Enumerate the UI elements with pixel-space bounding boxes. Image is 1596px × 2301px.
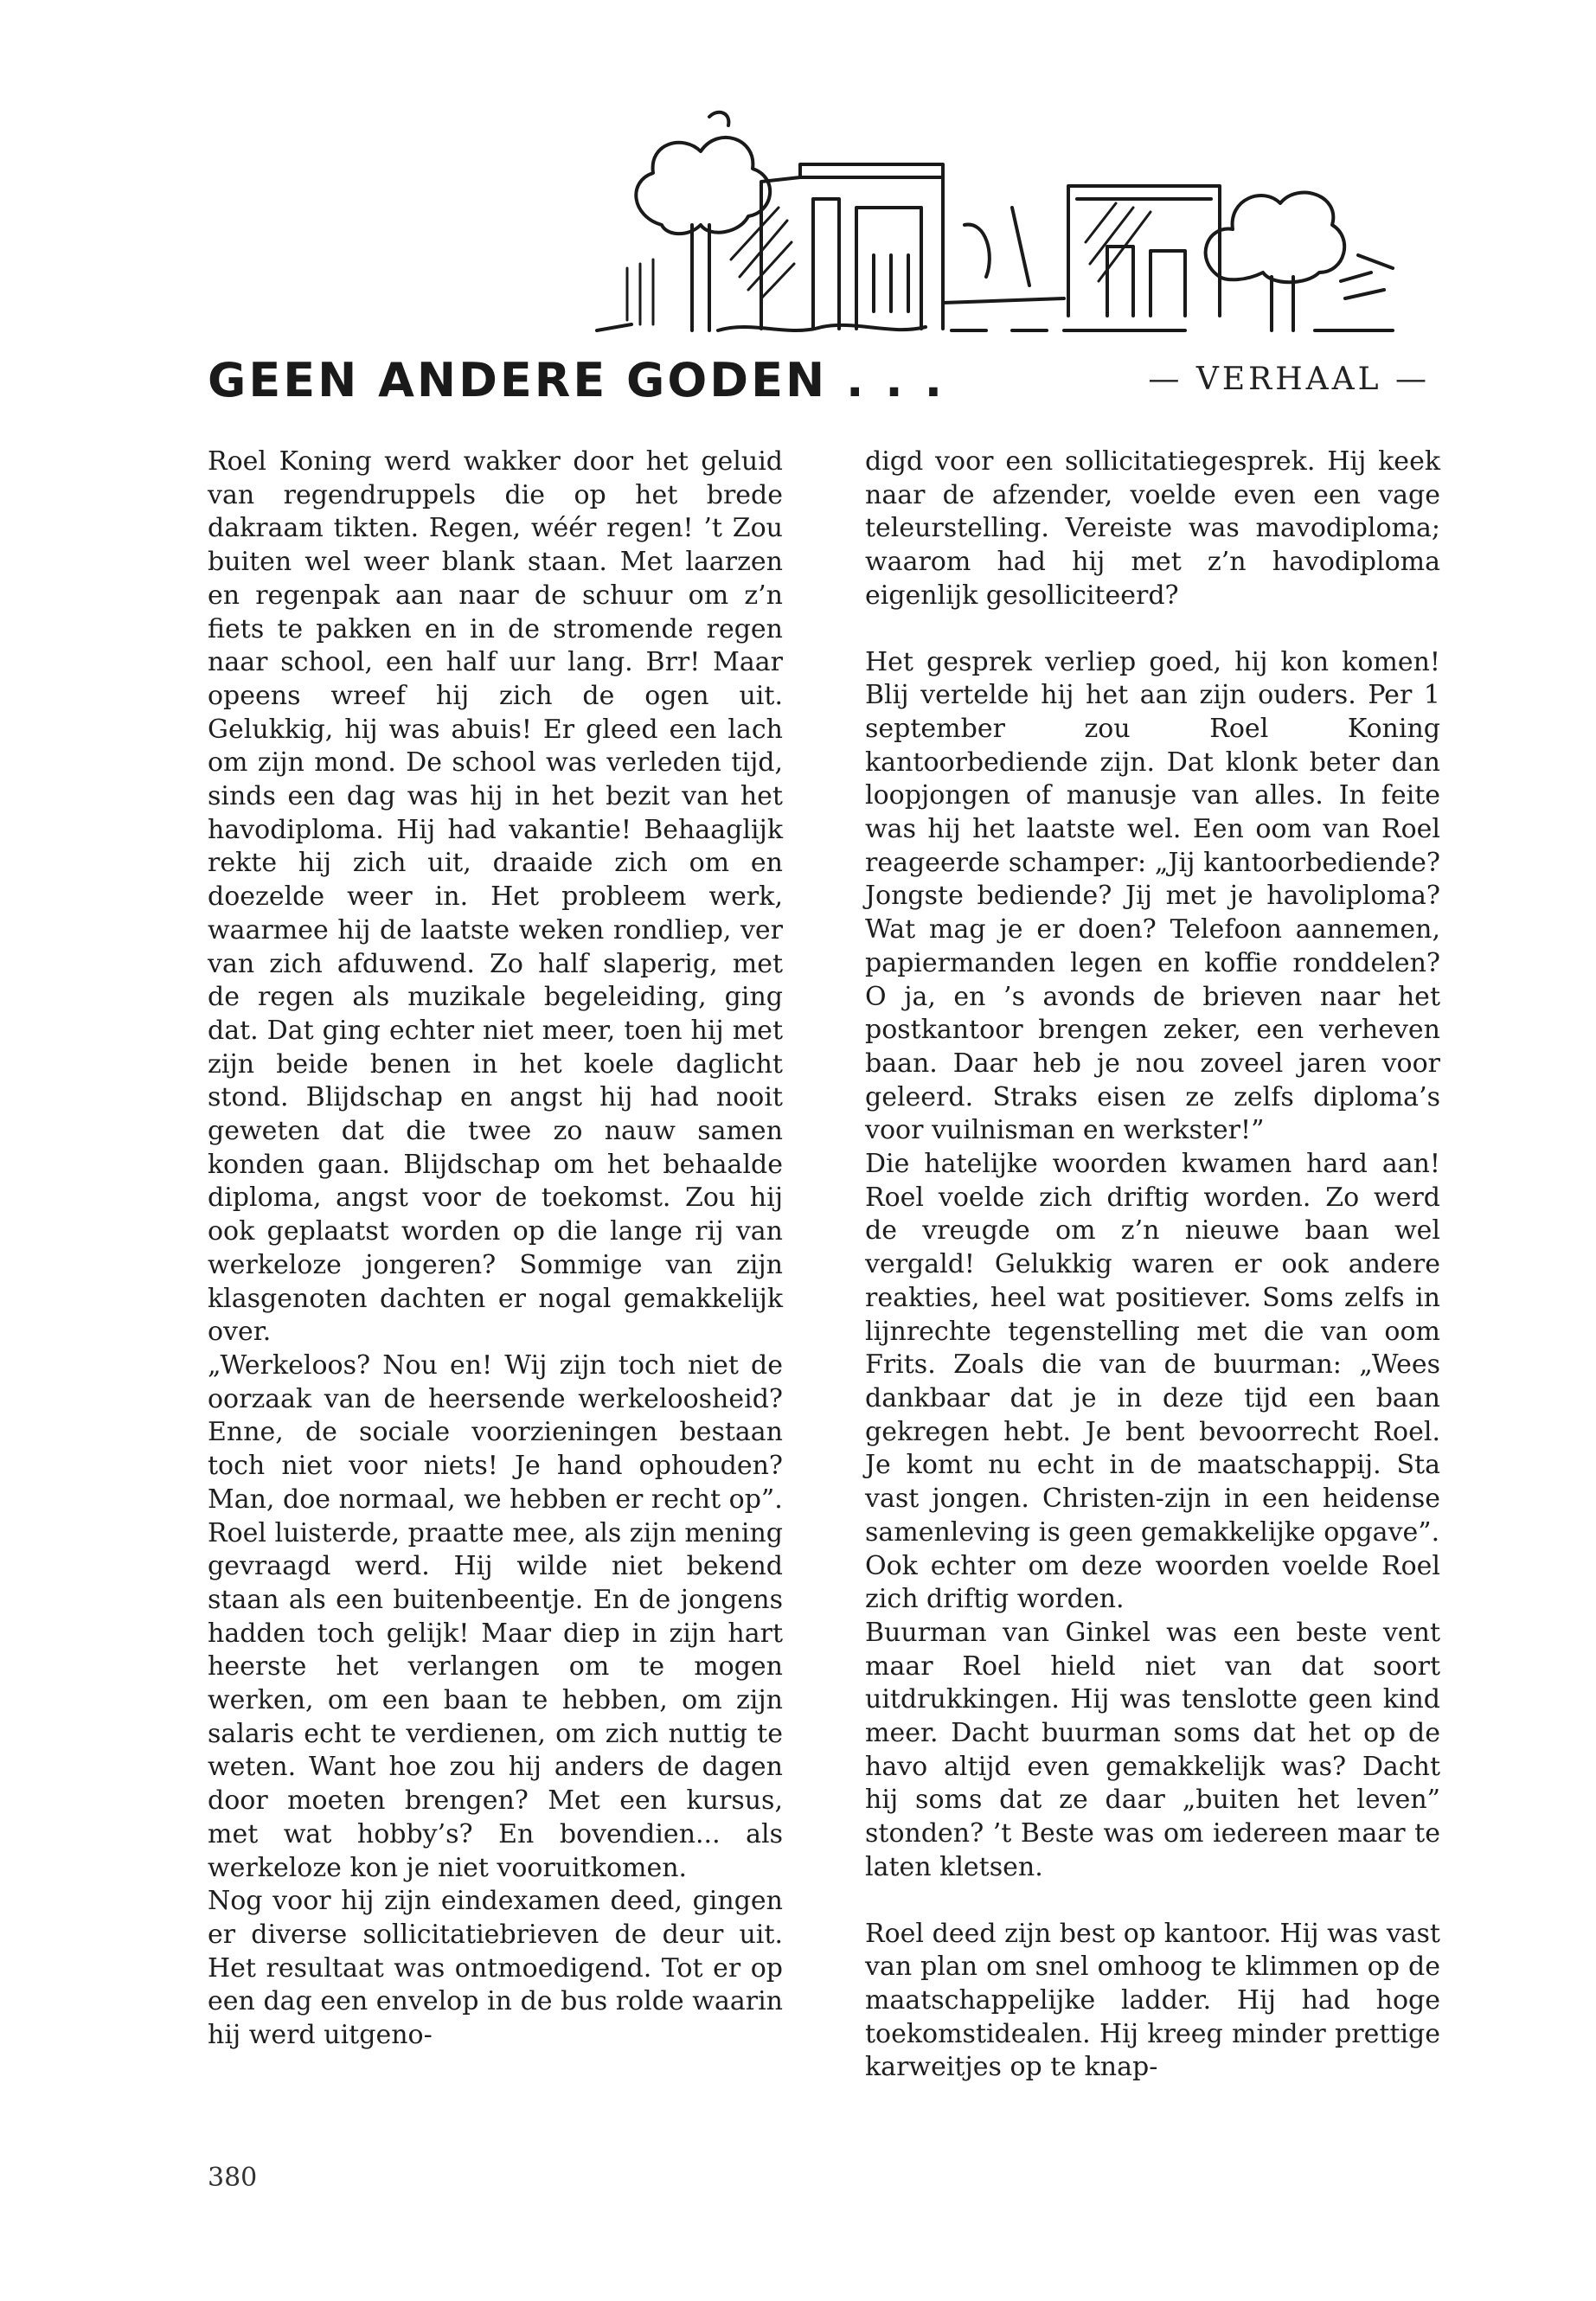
article-paragraph: Roel luisterde, praatte mee, als zijn mening gevraagd werd. Hij wilde niet bekend staan als een buitenbeentje. En de jongens hadden toch gelijk! Maar diep in zijn hart heerste het verlangen om te mogen werken, om een baan te hebben, om zijn salaris echt te verdienen, om zich nuttig te weten. Want hoe zou hij anders de dagen door moeten brengen? Met een kursus, met wat hobby’s? En bovendien... als werkeloze kon je niet vooruitkomen. (208, 1517, 783, 1883)
article-right-column (865, 445, 1440, 2085)
article-paragraph: Buurman van Ginkel was een beste vent maar Roel hield niet van dat soort uitdrukkingen. Hij was tenslotte geen kind meer. Dacht buurman soms dat het op de havo altijd even gemakkelijk was? Dacht hij soms dat ze daar „buiten het leven” stonden? ’t Beste was om iedereen maar te laten kletsen. (865, 1617, 1440, 1882)
article-paragraph: Het gesprek verliep goed, hij kon komen! Blij vertelde hij het aan zijn ouders. Per 1 september zou Roel Koning kantoorbediende zijn. Dat klonk beter dan loopjongen of manusje van alles. In feite was hij het laatste wel. Een oom van Roel reageerde schamper: „Jij kantoorbediende? Jongste bediende? Jij met je havoliploma? Wat mag je er doen? Telefoon aannemen, papiermanden legen en koffie ronddelen? O ja, en ’s avonds de brieven naar het postkantoor brengen zeker, een verheven baan. Daar heb je nou zoveel jaren voor geleerd. Straks eisen ze zelfs diploma’s voor vuilnisman en werkster!” (865, 646, 1440, 1146)
article-paragraph: Roel Koning werd wakker door het geluid van regendruppels die op het brede dakraam tikten. Regen, wéér regen! ’t Zou buiten wel weer blank staan. Met laarzen en regenpak aan naar de schuur om z’n fiets te pakken en in de stromende regen naar school, een half uur lang. Brr! Maar opeens wreef hij zich de ogen uit. Gelukkig, hij was abuis! Er gleed een lach om zijn mond. De school was verleden tijd, sinds een dag was hij in het bezit van het havodiploma. Hij had vakantie! Behaaglijk rekte hij zich uit, draaide zich om en doezelde weer in. Het probleem werk, waarmee hij de laatste weken rondliep, ver van zich afduwend. Zo half slaperig, met de regen als muzikale begeleiding, ging dat. Dat ging echter niet meer, toen hij met zijn beide benen in het koele daglicht stond. Blijdschap en angst hij had nooit geweten dat die twee zo nauw samen konden gaan. Blijdschap om het behaalde diploma, angst voor de toekomst. Zou hij ook geplaatst worden op die lange rij van werkeloze jongeren? Sommige van zijn klasgenoten dachten er nogal gemakkelijk over. (208, 446, 783, 1348)
article-paragraph: Roel deed zijn best op kantoor. Hij was vast van plan om snel omhoog te klimmen op de maatschappelijke ladder. Hij had hoge toekomstidealen. Hij kreeg minder prettige karweitjes op te knap- (865, 1918, 1440, 2083)
page-number: 380 (208, 2163, 258, 2193)
article-paragraph: Nog voor hij zijn eindexamen deed, gingen er diverse sollicitatiebrieven de deur uit. Het resultaat was ontmoedigend. Tot er op een dag een envelop in de bus rolde waarin hij werd uitgeno- (208, 1886, 783, 2051)
article-title: GEEN ANDERE GODEN . . . (208, 353, 945, 407)
article-paragraph: digd voor een sollicitatiegesprek. Hij keek naar de afzender, voelde even een vage teleurstelling. Vereiste was mavodiploma; waarom had hij met z’n havodiploma eigenlijk gesolliciteerd? (865, 446, 1440, 611)
article-left-column (208, 445, 783, 2053)
street-sketch-illustration (580, 104, 1410, 346)
article-paragraph: „Werkeloos? Nou en! Wij zijn toch niet de oorzaak van de heersende werkeloosheid? Enne, de sociale voorzieningen bestaan toch niet voor niets! Je hand ophouden? Man, doe normaal, we hebben er recht op”. (208, 1349, 783, 1515)
section-label: — VERHAAL — (1148, 362, 1430, 397)
article-paragraph: Die hatelijke woorden kwamen hard aan! Roel voelde zich driftig worden. Zo werd de vreugde om z’n nieuwe baan wel vergald! Gelukkig waren er ook andere reakties, heel wat positiever. Soms zelfs in lijnrechte tegenstelling met die van oom Frits. Zoals die van de buurman: „Wees dankbaar dat je in deze tijd een baan gekregen hebt. Je bent bevoorrecht Roel. Je komt nu echt in de maatschappij. Sta vast jongen. Christen-zijn in een heidense samenleving is geen gemakkelijke opgave”. (865, 1149, 1440, 1548)
article-paragraph: Ook echter om deze woorden voelde Roel zich driftig worden. (865, 1550, 1440, 1615)
